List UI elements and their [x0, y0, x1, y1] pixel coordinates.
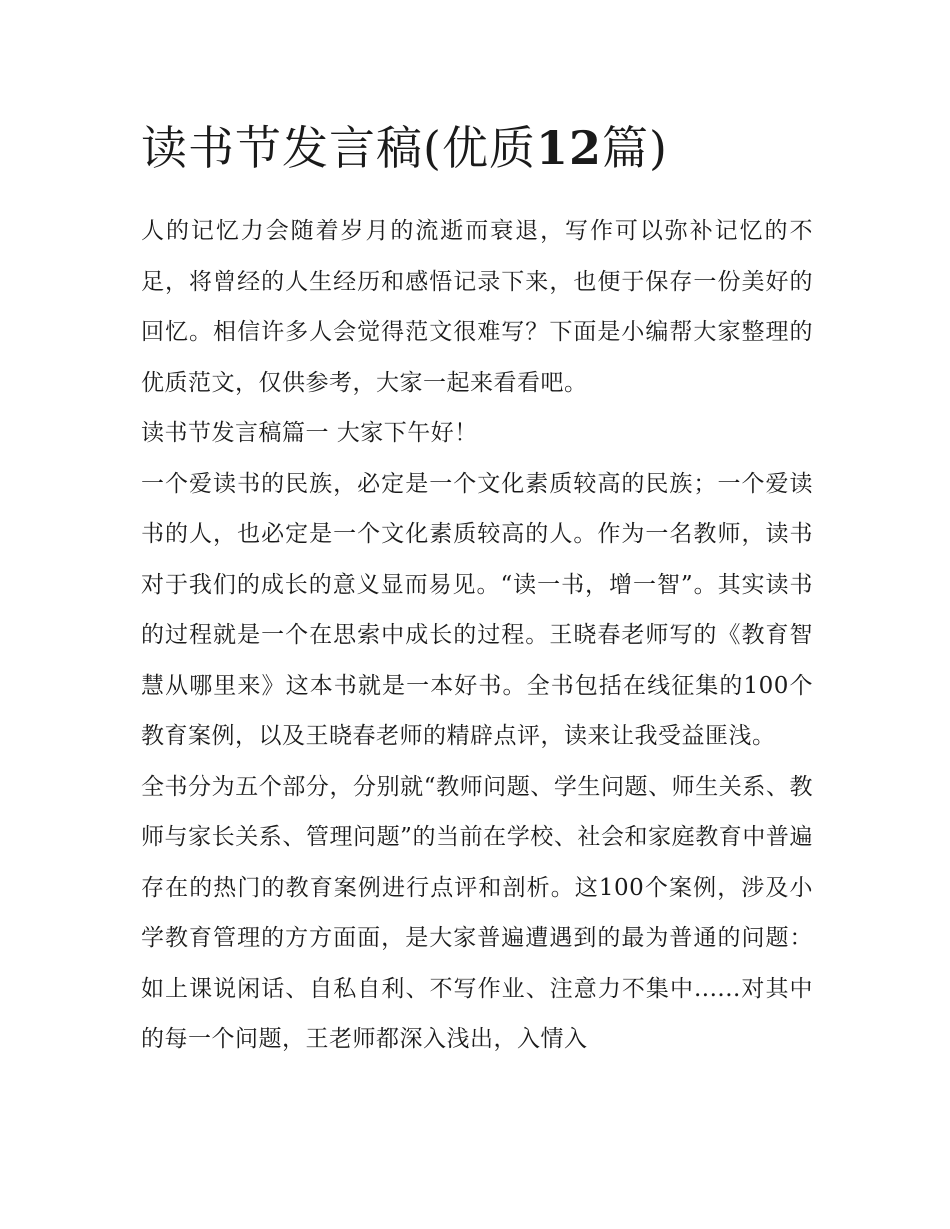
title-suffix: 篇)	[601, 121, 668, 175]
body-paragraph: 全书分为五个部分，分别就“教师问题、学生问题、师生关系、教师与家长关系、管理问题”的当前在学校、社会和家庭教育中普遍存在的热门的教育案例进行点评和剖析。这100个案例，涉及小学教育管理的方方面面，是大家普遍遭遇到的最为普通的问题：如上课说闲话、自私自利、不写作业、注意力不集中......对其中的每一个问题，王老师都深入浅出，入情入	[141, 773, 813, 1052]
document-body	[141, 112, 813, 1065]
title-number: 12	[535, 121, 602, 175]
document-title	[141, 112, 813, 184]
body-paragraph: 一个爱读书的民族，必定是一个文化素质较高的民族；一个爱读书的人，也必定是一个文化素质较高的人。作为一名教师，读书对于我们的成长的意义显而易见。“读一书，增一智”。其实读书的过程就是一个在思索中成长的过程。王晓春老师写的《教育智慧从哪里来》这本书就是一本好书。全书包括在线征集的100个教育案例，以及王晓春老师的精辟点评，读来让我受益匪浅。	[141, 470, 813, 749]
intro-paragraph: 人的记忆力会随着岁月的流逝而衰退，写作可以弥补记忆的不足，将曾经的人生经历和感悟记录下来，也便于保存一份美好的回忆。相信许多人会觉得范文很难写？下面是小编帮大家整理的优质范文，仅供参考，大家一起来看看吧。	[141, 218, 813, 396]
title-prefix: 读书节发言稿(优质	[141, 121, 536, 175]
section-heading: 读书节发言稿篇一 大家下午好！	[141, 420, 478, 446]
